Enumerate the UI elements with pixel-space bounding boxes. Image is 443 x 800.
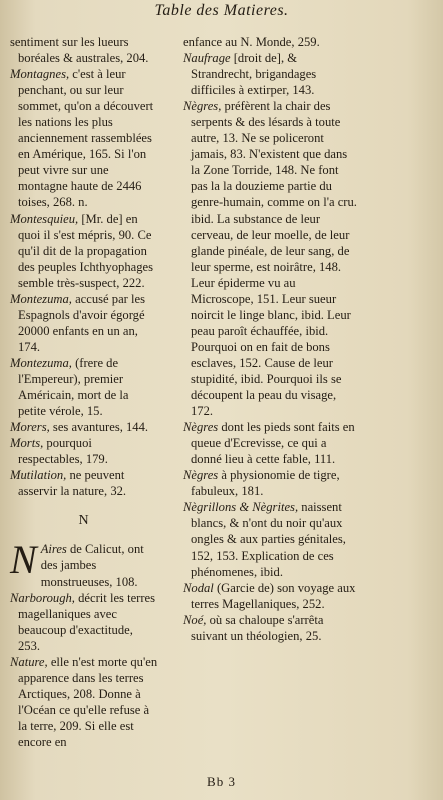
- entry-term: Nègres: [183, 468, 219, 483]
- entry-text: accusé par les Espagnols d'avoir égorgé 20000 enfants en un an, 174.: [18, 291, 146, 354]
- index-entry: [10, 419, 158, 435]
- entry-text: préfèrent la chair des serpents & des lésards à toute autre, 13. Ne se policeront jamais, 83. N'existent que dans la Zone Torride, 148. Ne font pas la la douzieme partie du genre-humain, comme on l'a cru. ibid. La substance de leur cerveau, de leur moelle, de leur glande pinéale, de leur sang, de leur sperme, est noirâtre, 148. Leur épiderme vu au Microscope, 151. Leur sueur noircit le linge blanc, ibid. Leur peau paroît échauffée, ibid. Pourquoi on en fait de bons esclaves, 152. Cause de leur stupidité, ibid. Pourquoi ils se découpent la peau du visage, 172.: [191, 99, 357, 419]
- running-header: Table des Matieres.: [154, 2, 289, 19]
- entry-text: ne peuvent asservir la nature, 32.: [18, 468, 127, 499]
- entry-term: Nègres,: [183, 99, 222, 114]
- index-entry: [10, 435, 158, 467]
- entry-term: Nature,: [10, 654, 48, 669]
- left-entries-bottom: [10, 590, 158, 750]
- index-entry: [183, 499, 358, 579]
- index-entry: [183, 580, 358, 612]
- entry-term: Morts,: [10, 436, 44, 451]
- right-entries: [183, 34, 358, 644]
- index-entry: [10, 355, 158, 419]
- index-entry: [10, 66, 158, 210]
- entry-text: (frere de l'Empereur), premier Américain, mort de la petite vérole, 15.: [18, 355, 129, 419]
- first-entry-n: [10, 537, 158, 589]
- entry-text: (Garcie de) son voyage aux terres Magellaniques, 252.: [191, 580, 356, 611]
- index-entry: [183, 467, 358, 499]
- entry-text: sentiment sur les lueurs boréales & australes, 204.: [10, 35, 149, 66]
- index-entry: [10, 654, 158, 750]
- entry-text: de Calicut, ont des jambes monstrueuses, 108.: [40, 542, 144, 589]
- entry-text: c'est à leur penchant, ou sur leur sommet, qu'on a découvert les nations les plus anciennement rassemblées en Amérique, 165. Si l'on peut vivre sur une montagne haute de 2446 toises, 268. n.: [18, 67, 154, 210]
- entry-term: Nodal: [183, 580, 214, 595]
- entry-text: [Mr. de] en quoi il s'est mépris, 90. Ce qu'il dit de la propagation des peuples Ichthyophages semble très-suspect, 222.: [18, 211, 153, 290]
- entry-text: dont les pieds sont faits en queue d'Ecrevisse, ce qui a donné lieu à cette fable, 111.: [191, 420, 355, 467]
- index-entry: [10, 291, 158, 355]
- entry-text: ses avantures, 144.: [52, 420, 149, 435]
- entry-text: à physionomie de tigre, fabuleux, 181.: [191, 468, 340, 499]
- entry-term: Nègrillons & Nègrites,: [183, 500, 299, 515]
- entry-text: enfance au N. Monde, 259.: [183, 35, 320, 49]
- entry-term: Montesquieu,: [10, 211, 79, 226]
- index-entry: [183, 98, 358, 419]
- entry-term: Aires: [40, 542, 67, 557]
- index-entry: [183, 50, 358, 98]
- entry-text: pourquoi respectables, 179.: [18, 436, 108, 467]
- entry-term: Narborough,: [10, 590, 75, 605]
- drop-cap: N: [10, 537, 37, 583]
- entry-term: Morers,: [10, 420, 50, 435]
- entry-text: elle n'est morte qu'en apparence dans les terres Arctiques, 208. Donne à l'Océan ce qu'elle refuse à la terre, 209. Si elle est encore en: [18, 654, 158, 749]
- entry-term: Montezuma,: [10, 355, 72, 370]
- entry-text: décrit les terres magellaniques avec beaucoup d'exactitude, 253.: [18, 590, 156, 653]
- entry-term: Naufrage: [183, 51, 231, 66]
- index-entry: [183, 612, 358, 644]
- index-entry: [10, 34, 158, 66]
- entry-text: [droit de], & Strandrecht, brigandages difficiles à extirper, 143.: [191, 51, 317, 98]
- index-entry: [183, 34, 358, 50]
- left-entries-top: [10, 34, 158, 499]
- entry-text: où sa chaloupe s'arrêta suivant un théologien, 25.: [191, 612, 324, 643]
- entry-term: Mutilation,: [10, 468, 67, 483]
- entry-term: Montagnes,: [10, 67, 70, 82]
- entry-term: Montezuma,: [10, 291, 72, 306]
- entry-text: naissent blancs, & n'ont du noir qu'aux ongles & aux parties génitales, 152, 153. Explication de ces phénomenes, ibid.: [191, 500, 346, 579]
- index-entry: [183, 419, 358, 467]
- left-column: [10, 34, 158, 750]
- entry-term: Noé,: [183, 612, 207, 627]
- index-entry: [10, 211, 158, 291]
- right-column: [183, 34, 358, 644]
- section-letter: N: [78, 513, 90, 529]
- index-entry: [10, 590, 158, 654]
- index-entry: [10, 467, 158, 499]
- entry-term: Nègres: [183, 420, 219, 435]
- signature-mark: Bb 3: [207, 774, 236, 789]
